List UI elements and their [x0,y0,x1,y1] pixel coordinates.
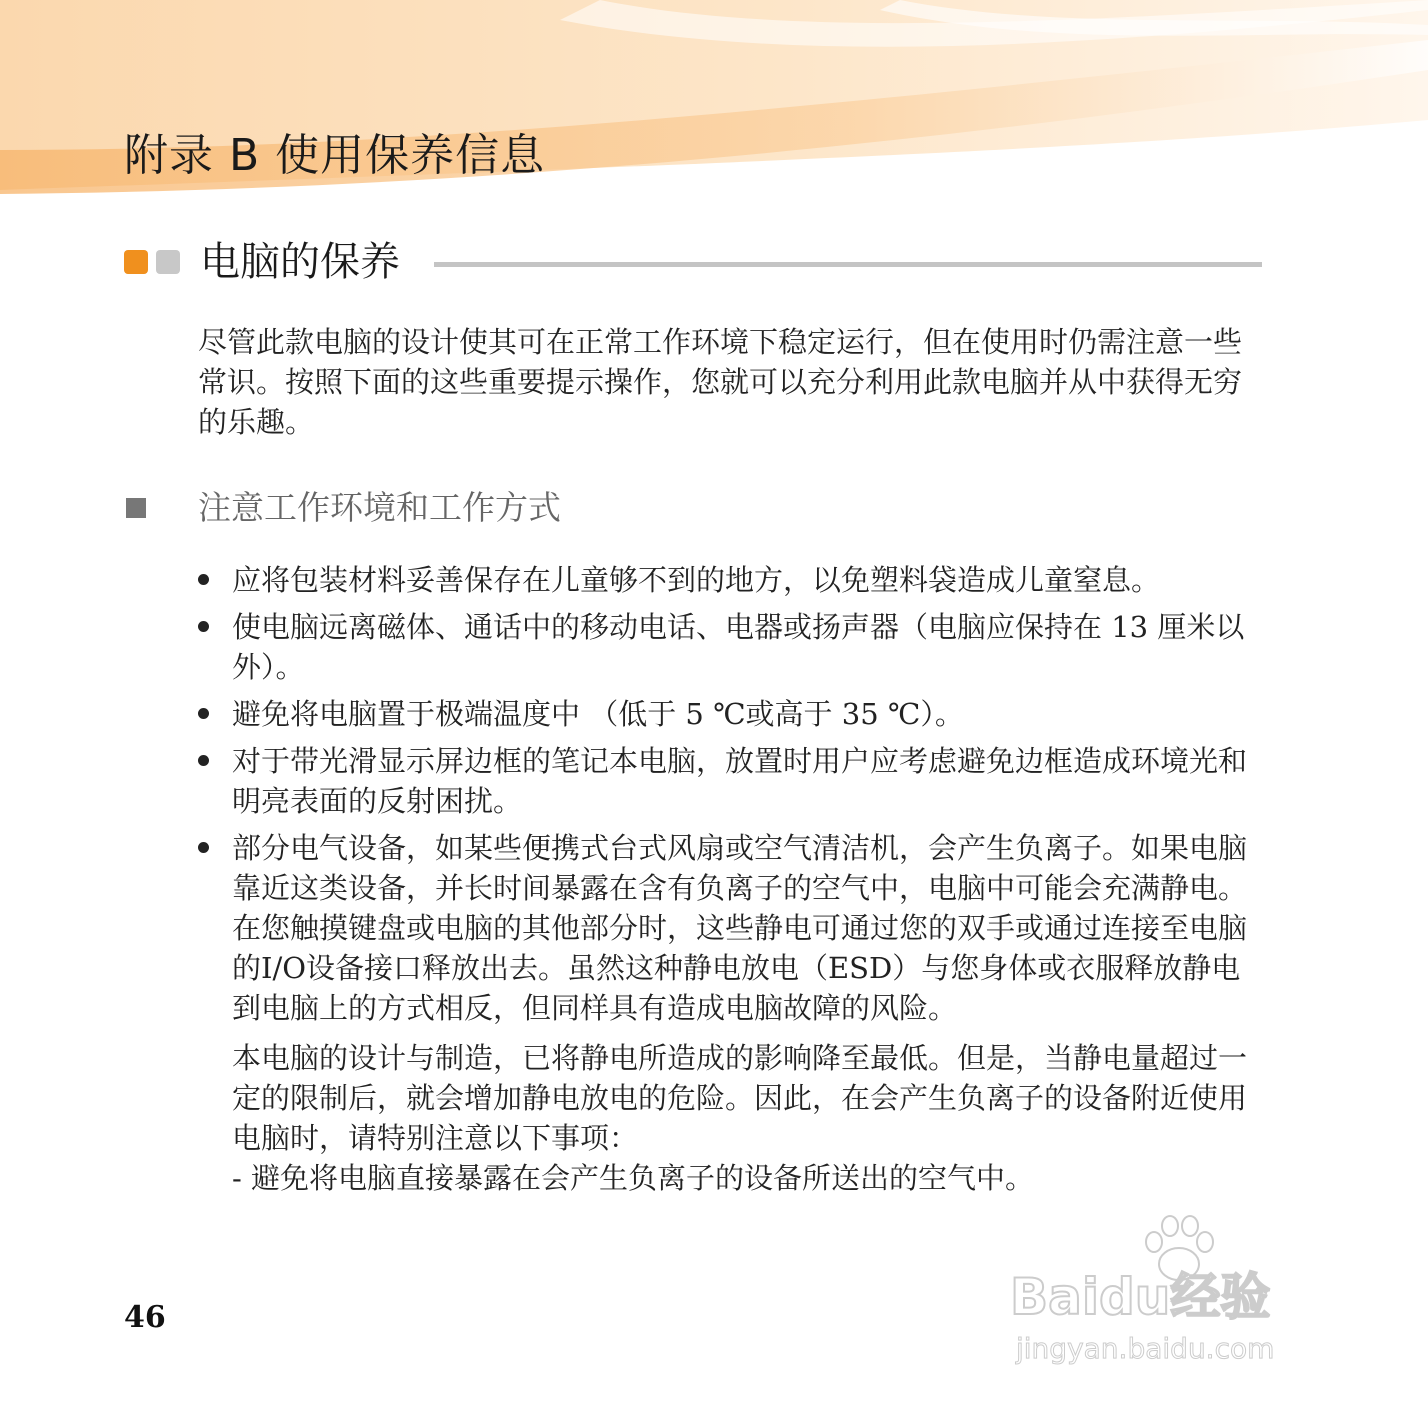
care-tips-list [196,560,1260,1205]
list-item [196,741,1260,821]
list-item-text: 对于带光滑显示屏边框的笔记本电脑，放置时用户应考虑避免边框造成环境光和明亮表面的反射困扰。 [232,744,1248,818]
page-number: 46 [124,1300,166,1335]
section-divider [434,262,1262,267]
bullet-dot-icon [198,842,209,853]
square-bullet-icon [126,498,146,518]
list-item-text: 使电脑远离磁体、通话中的移动电话、电器或扬声器（电脑应保持在 13 厘米以外）。 [232,610,1245,684]
watermark-url: jingyan.baidu.com [1016,1332,1275,1365]
chapter-title: 附录 B 使用保养信息 [124,130,546,181]
section-title: 电脑的保养 [200,239,400,285]
orange-square-icon [124,250,148,274]
list-item [196,607,1260,687]
list-item [196,694,1260,734]
list-item [196,560,1260,600]
list-item-text: 避免将电脑置于极端温度中 （低于 5 ℃或高于 35 ℃）。 [232,697,964,731]
list-item-followup-text: 本电脑的设计与制造，已将静电所造成的影响降至最低。但是，当静电量超过一定的限制后，就会增加静电放电的危险。因此，在会产生负离子的设备附近使用电脑时，请特别注意以下事项： [232,1041,1248,1155]
watermark-brand: Baidu经验 [1010,1268,1271,1326]
section-header [124,236,1262,292]
intro-paragraph: 尽管此款电脑的设计使其可在正常工作环境下稳定运行，但在使用时仍需注意一些常识。按照下面的这些重要提示操作，您就可以充分利用此款电脑并从中获得无穷的乐趣。 [198,325,1243,439]
bullet-dot-icon [198,755,209,766]
bullet-dot-icon [198,574,209,585]
list-item-text: 部分电气设备，如某些便携式台式风扇或空气清洁机，会产生负离子。如果电脑靠近这类设备，并长时间暴露在含有负离子的空气中，电脑中可能会充满静电。在您触摸键盘或电脑的其他部分时，这些静电可通过您的双手或通过连接至电脑的I/O设备接口释放出去。虽然这种静电放电（ESD）与您身体或衣服释放静电到电脑上的方式相反，但同样具有造成电脑故障的风险。 [232,831,1248,1025]
list-item [196,828,1260,1198]
bullet-dot-icon [198,621,209,632]
baidu-watermark [1010,1208,1350,1368]
gray-square-icon [156,250,180,274]
bullet-dot-icon [198,708,209,719]
list-item-text: 应将包装材料妥善保存在儿童够不到的地方，以免塑料袋造成儿童窒息。 [232,563,1161,597]
subsection-header [124,486,824,530]
subsection-title: 注意工作环境和工作方式 [198,488,561,527]
dash-list-item: - 避免将电脑直接暴露在会产生负离子的设备所送出的空气中。 [232,1161,1035,1195]
